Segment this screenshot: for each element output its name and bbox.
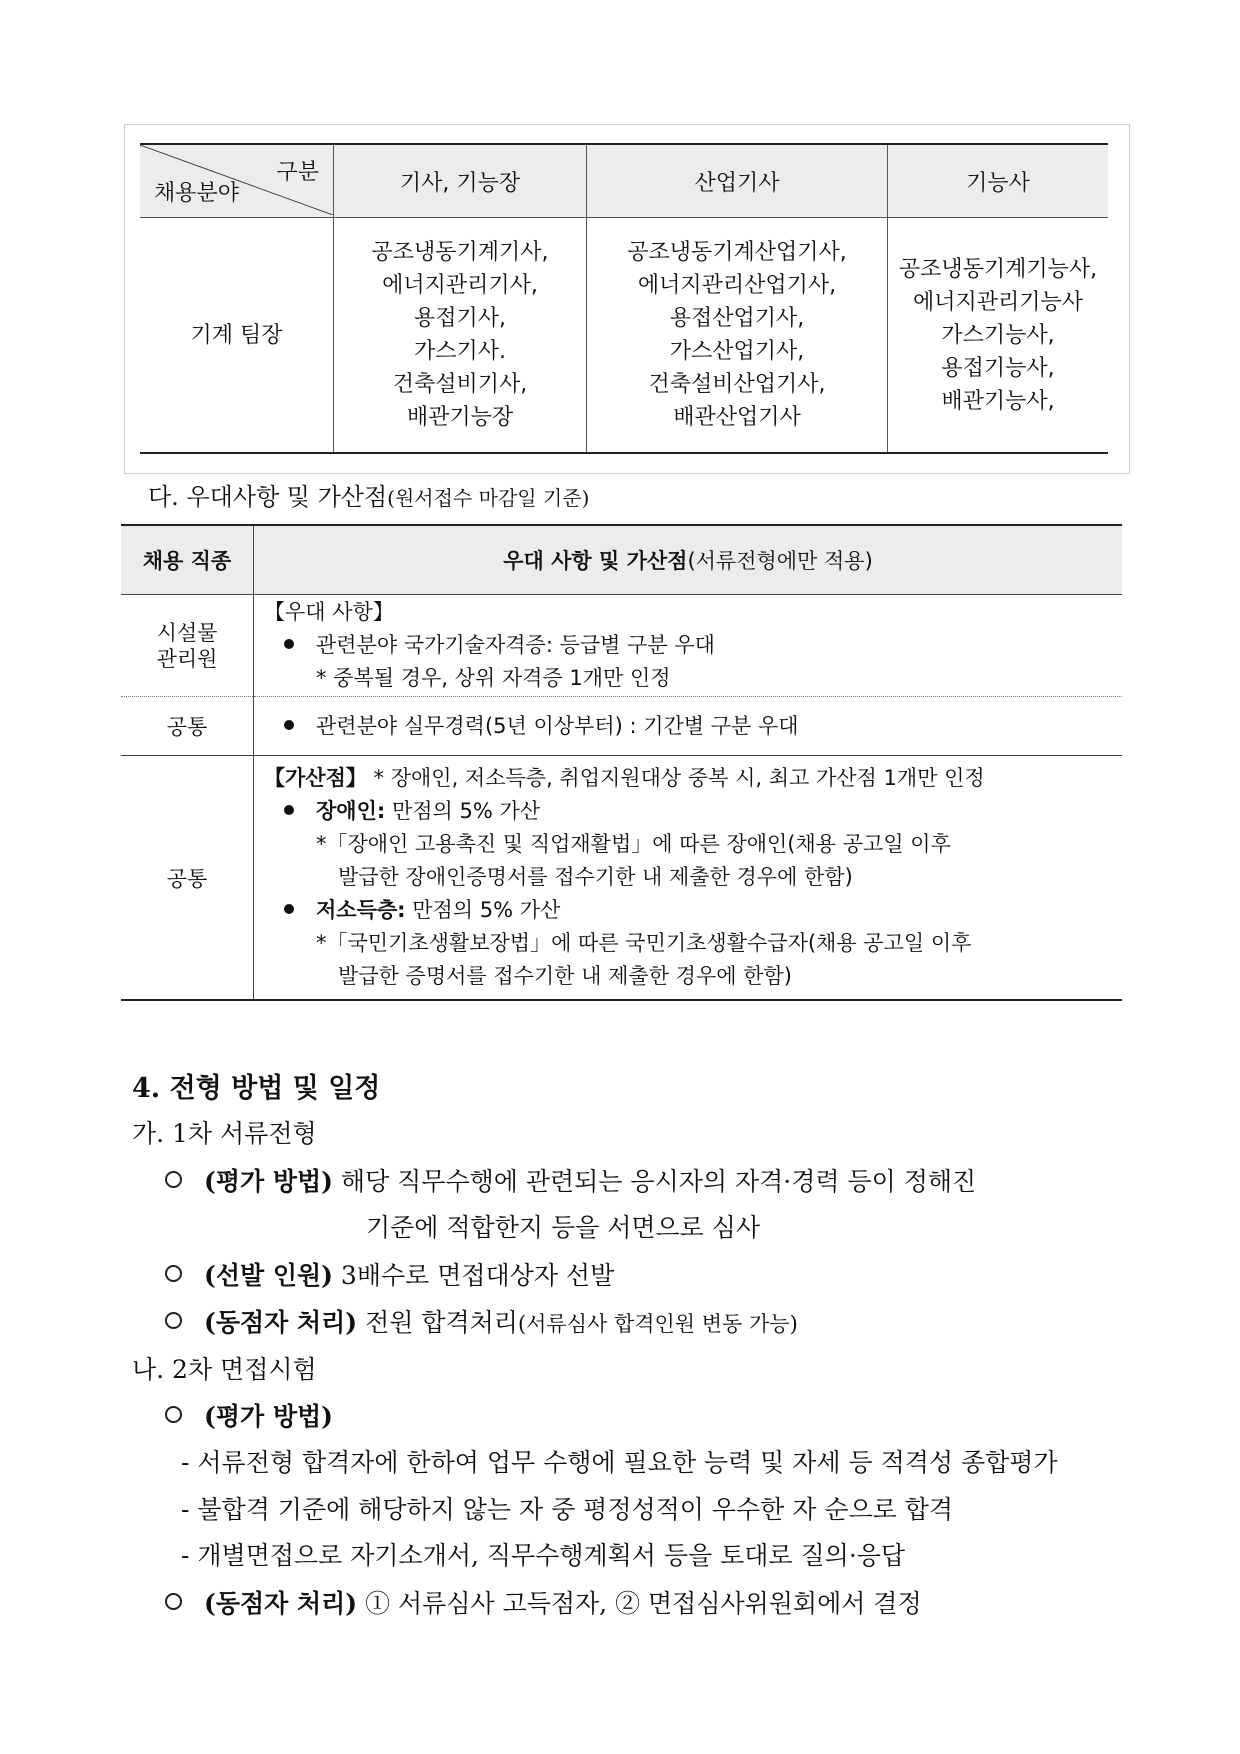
qualification-table <box>140 143 1108 454</box>
row3-title-note: * 장애인, 저소득층, 취업지원대상 중복 시, 최고 가산점 1개만 인정 <box>373 766 985 790</box>
ga-item-text: 전원 합격처리 <box>365 1308 518 1337</box>
na-dash-2: - 불합격 기준에 해당하지 않는 자 중 평정성적이 우수한 자 순으로 합격 <box>181 1495 954 1524</box>
t2-header-col2 <box>254 525 1123 595</box>
na-dash-1: - 서류전형 합격자에 한하여 업무 수행에 필요한 능력 및 자세 등 적격성 종합평가 <box>181 1448 1058 1477</box>
ga-item-text: 해당 직무수행에 관련되는 응시자의 자격·경력 등이 정해진 <box>340 1167 977 1196</box>
section4-title-text: 4. 전형 방법 및 일정 <box>132 1073 381 1104</box>
disabled-label: 장애인: <box>316 799 386 823</box>
lowincome-text: 만점의 5% 가산 <box>412 898 561 922</box>
bullet-icon <box>284 805 294 815</box>
corner-top-label: 구분 <box>276 160 319 185</box>
cert-item: 에너지관리산업기사, <box>637 273 837 298</box>
cert-item: 공조냉동기계기능사, <box>898 256 1098 282</box>
cert-item: 에너지관리기사, <box>382 273 538 298</box>
cert-item: 배관기능장 <box>406 405 514 430</box>
row3-bullet2 <box>264 894 1121 927</box>
row2-content <box>254 697 1123 756</box>
na-item-1 <box>165 1397 333 1433</box>
row1-label: 시설물 관리원 <box>121 595 254 697</box>
ga-item-1-cont: 기준에 적합한지 등을 서면으로 심사 <box>366 1213 761 1242</box>
header-col3: 기능사 <box>888 144 1109 218</box>
t2-header-col1: 채용 직종 <box>121 525 254 595</box>
cert-item: 가스산업기사, <box>669 339 805 364</box>
ga-item-text: 3배수로 면접대상자 선발 <box>340 1261 615 1290</box>
cert-item: 공조냉동기계기사, <box>371 240 549 265</box>
row1-title: 【우대 사항】 <box>264 600 394 624</box>
disabled-text: 만점의 5% 가산 <box>391 799 541 823</box>
cert-item: 건축설비기사, <box>392 372 528 397</box>
ga-item-label: (동점자 처리) <box>204 1308 358 1337</box>
ga-item-label: (평가 방법) <box>204 1167 333 1196</box>
na-tie-label: (동점자 처리) <box>204 1589 358 1618</box>
row3-title: 【가산점】 <box>264 766 367 790</box>
table1-corner-cell <box>140 144 334 218</box>
row1-bullet <box>264 629 1121 662</box>
circle-bullet-icon <box>165 1265 182 1282</box>
na-dash-3: - 개별면접으로 자기소개서, 직무수행계획서 등을 토대로 질의·응답 <box>181 1541 906 1570</box>
col3-cell <box>888 218 1109 454</box>
na-tie-text: ① 서류심사 고득점자, ② 면접심사위원회에서 결정 <box>365 1589 922 1618</box>
cert-item: 배관기능사, <box>941 388 1055 414</box>
na-item-label: (평가 방법) <box>204 1402 333 1431</box>
bullet-icon <box>284 904 294 914</box>
cert-item: 배관산업기사 <box>673 405 801 430</box>
row1-bullet-text: 관련분야 국가기술자격증: 등급별 구분 우대 <box>316 633 715 657</box>
disabled-note2: 발급한 장애인증명서를 접수기한 내 제출한 경우에 한함) <box>338 865 853 889</box>
lowincome-label: 저소득층: <box>316 898 406 922</box>
cert-item: 에너지관리기능사 <box>912 289 1084 315</box>
row3-bullet1 <box>264 795 1121 828</box>
col1-cell <box>334 218 587 454</box>
t2-header-col2-title: 우대 사항 및 가산점 <box>503 549 688 573</box>
disabled-note1: *「장애인 고용촉진 및 직업재활법」에 따른 장애인(채용 공고일 이후 <box>316 832 951 856</box>
cert-item: 건축설비산업기사, <box>648 372 826 397</box>
circle-bullet-icon <box>165 1171 182 1188</box>
section4-title <box>132 1066 380 1105</box>
ga-item-note: (서류심사 합격인원 변동 가능) <box>517 1312 798 1336</box>
section-da-heading <box>148 477 589 512</box>
row2-bullet-text: 관련분야 실무경력(5년 이상부터) : 기간별 구분 우대 <box>316 713 799 738</box>
circle-bullet-icon <box>165 1312 182 1329</box>
col2-cell <box>587 218 888 454</box>
ga-item-3 <box>165 1303 798 1339</box>
cert-item: 용접기사, <box>413 306 506 331</box>
row3-label: 공통 <box>121 756 254 1001</box>
cert-item: 가스기능사, <box>941 322 1055 348</box>
na-title: 나. 2차 면접시험 <box>132 1355 317 1384</box>
row2-label: 공통 <box>121 697 254 756</box>
preference-table <box>121 524 1122 1001</box>
circle-bullet-icon <box>165 1593 182 1610</box>
bullet-icon <box>284 720 294 730</box>
ga-item-label: (선발 인원) <box>204 1261 333 1290</box>
bullet-icon <box>284 639 294 649</box>
cert-item: 공조냉동기계산업기사, <box>627 240 847 265</box>
na-item-2 <box>165 1584 922 1620</box>
cert-item: 용접산업기사, <box>669 306 805 331</box>
row1-note: * 중복될 경우, 상위 자격증 1개만 인정 <box>316 666 671 690</box>
section-da-note: (원서접수 마감일 기준) <box>387 486 590 510</box>
corner-bottom-label: 채용분야 <box>154 181 240 206</box>
row-label: 기계 팀장 <box>140 218 334 454</box>
row3-content <box>254 756 1123 1001</box>
header-col2: 산업기사 <box>587 144 888 218</box>
header-col1: 기사, 기능장 <box>334 144 587 218</box>
cert-item: 가스기사. <box>413 339 506 364</box>
cert-item: 용접기능사, <box>941 355 1055 381</box>
ga-item-2 <box>165 1256 614 1292</box>
section-da-title: 다. 우대사항 및 가산점 <box>148 483 388 511</box>
circle-bullet-icon <box>165 1406 182 1423</box>
row1-content <box>254 595 1123 697</box>
ga-item-1 <box>165 1162 1125 1198</box>
lowincome-note2: 발급한 증명서를 접수기한 내 제출한 경우에 한함) <box>338 964 792 988</box>
t2-header-col2-note: (서류전형에만 적용) <box>687 549 873 573</box>
ga-title: 가. 1차 서류전형 <box>132 1119 317 1148</box>
row3-title-line <box>264 762 1121 795</box>
lowincome-note1: *「국민기초생활보장법」에 따른 국민기초생활수급자(채용 공고일 이후 <box>316 931 972 955</box>
